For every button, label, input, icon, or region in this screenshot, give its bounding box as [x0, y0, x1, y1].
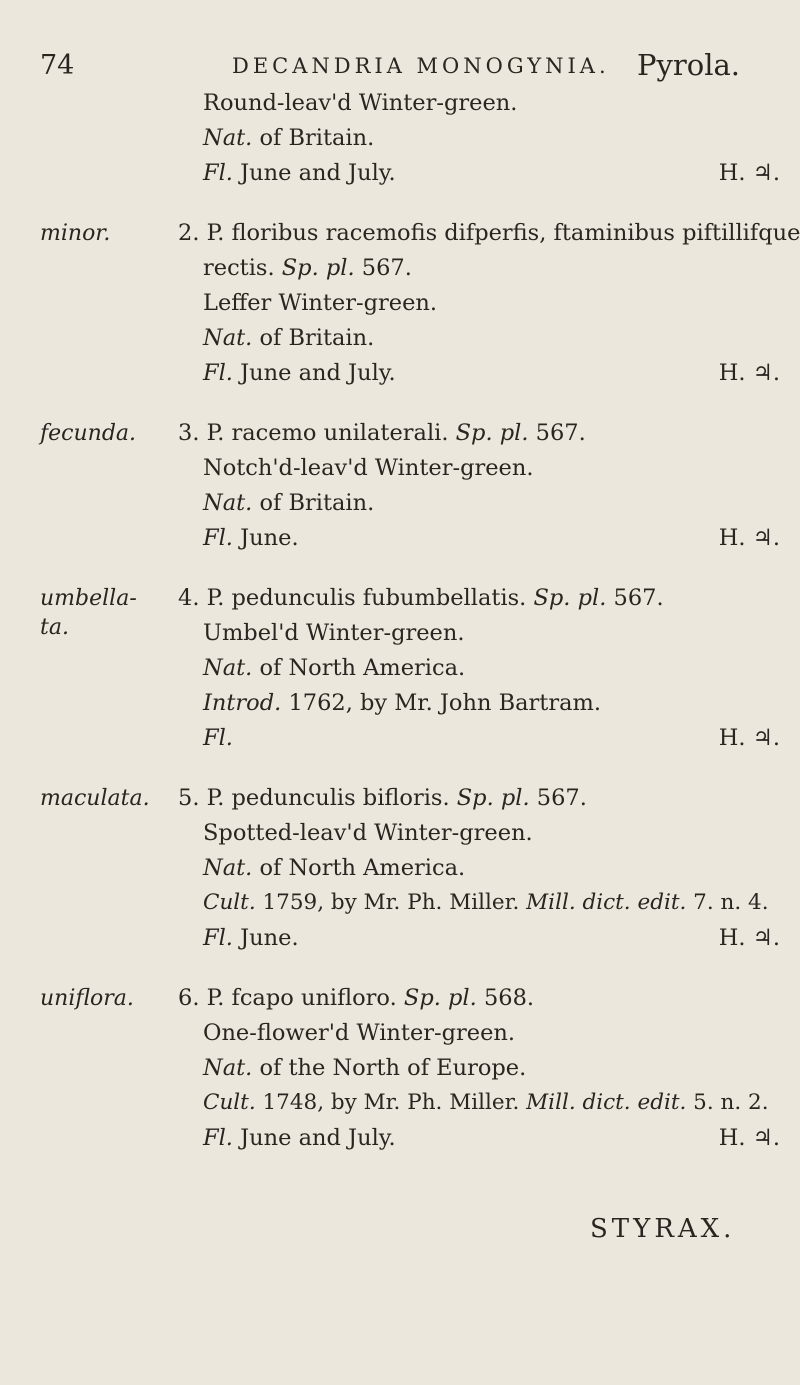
genus-title: Pyrola. — [637, 48, 741, 82]
entry-description: 3. P. racemo unilaterali. Sp. pl. 567. — [178, 420, 586, 446]
entry-native: Nat. of Britain. — [203, 325, 375, 351]
entry-cultivated: Cult. 1748, by Mr. Ph. Miller. Mill. dict. edit. 5. n. 2. — [203, 1090, 769, 1115]
entry-description: 2. P. floribus racemofis difperfis, ftaminibus piftillifque — [178, 220, 800, 246]
intro-native: Nat. of Britain. — [203, 125, 375, 151]
entry-native: Nat. of Britain. — [203, 490, 375, 516]
entry-flowering: Fl. — [203, 725, 233, 751]
entry-common-name: One-flower'd Winter-green. — [203, 1020, 516, 1046]
entry-habit: H. ♃. — [718, 525, 780, 551]
intro-common-name: Round-leav'd Winter-green. — [203, 90, 518, 116]
entry-habit: H. ♃. — [718, 925, 780, 951]
margin-name-minor: minor. — [40, 221, 111, 246]
entry-introduced: Introd. 1762, by Mr. John Bartram. — [203, 690, 601, 716]
entry-common-name: Notch'd-leav'd Winter-green. — [203, 455, 534, 481]
entry-cultivated: Cult. 1759, by Mr. Ph. Miller. Mill. dict. edit. 7. n. 4. — [203, 890, 769, 915]
entry-habit: H. ♃. — [718, 725, 780, 751]
entry-description-cont: rectis. Sp. pl. 567. — [203, 255, 412, 281]
entry-native: Nat. of the North of Europe. — [203, 1055, 527, 1081]
entry-flowering: Fl. June and July. — [203, 1125, 396, 1151]
section-title: DECANDRIA MONOGYNIA. — [232, 54, 610, 78]
entry-habit: H. ♃. — [718, 1125, 780, 1151]
entry-common-name: Leffer Winter-green. — [203, 290, 438, 316]
running-header — [40, 50, 780, 90]
entry-description: 6. P. fcapo unifloro. Sp. pl. 568. — [178, 985, 535, 1011]
margin-name-umbellata-cont: ta. — [40, 615, 69, 640]
entry-description: 5. P. pedunculis bifloris. Sp. pl. 567. — [178, 785, 587, 811]
entry-habit: H. ♃. — [718, 360, 780, 386]
margin-name-secunda: fecunda. — [40, 421, 137, 446]
page-number: 74 — [40, 50, 75, 81]
entry-native: Nat. of North America. — [203, 655, 466, 681]
intro-flowering: Fl. June and July. — [203, 160, 396, 186]
margin-name-maculata: maculata. — [40, 786, 150, 811]
catchword: STYRAX. — [590, 1214, 736, 1244]
entry-common-name: Spotted-leav'd Winter-green. — [203, 820, 533, 846]
entry-description: 4. P. pedunculis fubumbellatis. Sp. pl. 567. — [178, 585, 664, 611]
margin-name-uniflora: uniflora. — [40, 986, 134, 1011]
margin-name-umbellata: umbella- — [40, 586, 137, 611]
entry-common-name: Umbel'd Winter-green. — [203, 620, 465, 646]
entry-flowering: Fl. June. — [203, 525, 299, 551]
entry-flowering: Fl. June and July. — [203, 360, 396, 386]
entry-native: Nat. of North America. — [203, 855, 466, 881]
entry-flowering: Fl. June. — [203, 925, 299, 951]
intro-habit: H. ♃. — [718, 160, 780, 186]
